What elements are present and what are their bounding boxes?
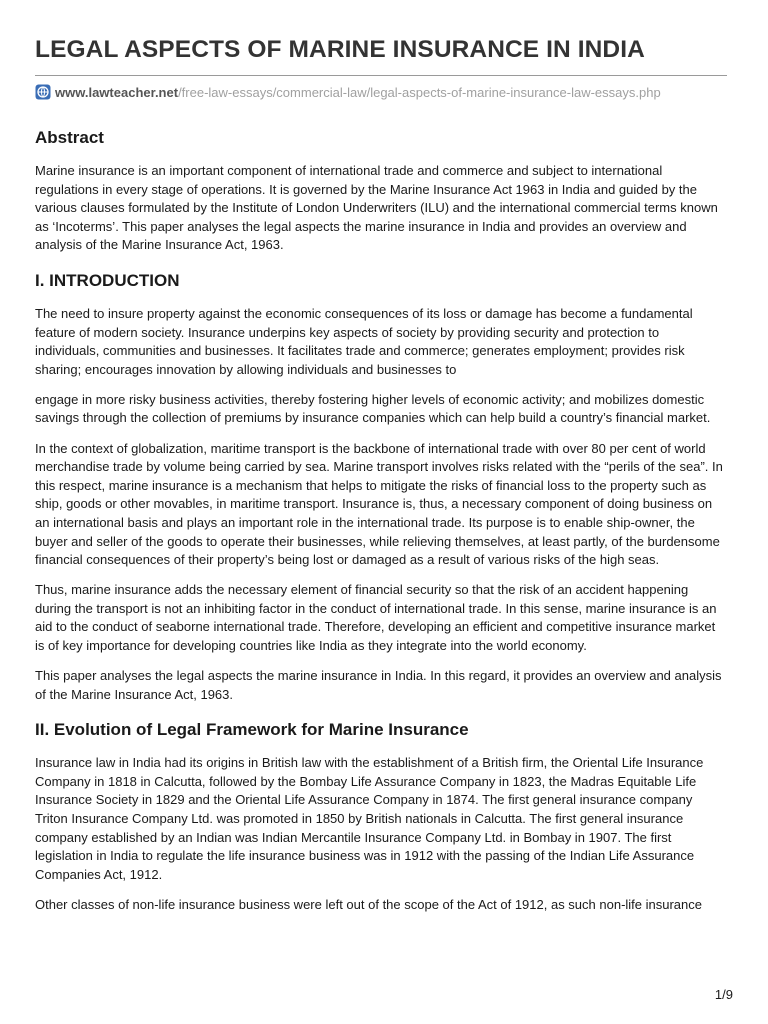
section-evolution bbox=[35, 720, 727, 914]
document-title: LEGAL ASPECTS OF MARINE INSURANCE IN INDIA bbox=[35, 36, 645, 63]
paragraph: The need to insure property against the economic consequences of its loss or damage has become a fundamental feature of modern society. Insurance underpins key aspects of society by providing security and protection to individuals, communities and businesses. It facilitates trade and commerce; generates employment; provides risk sharing; encourages innovation by allowing individuals and businesses to bbox=[35, 305, 693, 377]
document-body bbox=[35, 118, 727, 926]
paragraph: engage in more risky business activities, thereby fostering higher levels of economic activity; and mobilizes domestic savings through the collection of premiums by insurance companies which can help build a country’s financial market. bbox=[35, 391, 711, 426]
source-path[interactable]: /free-law-essays/commercial-law/legal-aspects-of-marine-insurance-law-essays.php bbox=[178, 84, 661, 100]
source-domain[interactable]: www.lawteacher.net bbox=[55, 84, 179, 100]
paragraph: Marine insurance is an important component of international trade and commerce and subject to international regulations in every stage of operations. It is governed by the Marine Insurance Act 1963 in India and guided by the various clauses formulated by the Institute of London Underwriters (ILU) and the international commercial terms known as ‘Incoterms’. This paper analyses the legal aspects the marine insurance in India and provides an overview and analysis of the Marine Insurance Act, 1963. bbox=[35, 163, 718, 253]
title-divider bbox=[35, 75, 727, 76]
section-heading: Abstract bbox=[35, 128, 104, 147]
section-abstract bbox=[35, 128, 727, 255]
globe-link-icon bbox=[35, 84, 51, 100]
paragraph: Other classes of non-life insurance business were left out of the scope of the Act of 1912, as such non-life insurance bbox=[35, 896, 702, 912]
section-heading: I. INTRODUCTION bbox=[35, 270, 180, 290]
paragraph: Insurance law in India had its origins in British law with the establishment of a British firm, the Oriental Life Insurance Company in 1818 in Calcutta, followed by the Bombay Life Assurance Company in 1823, the Madras Equitable Life Insurance Society in 1829 and the Oriental Life Assurance Company in 1874. The first general insurance company Triton Insurance Company Ltd. was promoted in 1850 by British nationals in Calcutta. The first general insurance company established by an Indian was Indian Mercantile Insurance Company Ltd. in Bombay in 1907. The first legislation in India to regulate the life insurance business was in 1912 with the passing of the Indian Life Assurance Companies Act, 1912. bbox=[35, 755, 704, 882]
section-heading: II. Evolution of Legal Framework for Marine Insurance bbox=[35, 720, 469, 740]
paragraph: In the context of globalization, maritime transport is the backbone of international trade with over 80 per cent of world merchandise trade by volume being carried by sea. Marine transport involves risks related with the “perils of the sea”. In this respect, marine insurance is a mechanism that helps to mitigate the risks of financial loss to the property such as ship, goods or other movables, in maritime transport. Insurance is, thus, a necessary component of doing business on an international basis and plays an important role in the international trade. Its purpose is to enable ship-owner, the buyer and seller of the goods to operate their businesses, while relieving themselves, at least partly, of the burdensome financial consequences of their property’s being lost or damaged as a result of various risks of the high seas. bbox=[35, 440, 723, 568]
paragraph: This paper analyses the legal aspects the marine insurance in India. In this regard, it provides an overview and analysis of the Marine Insurance Act, 1963. bbox=[35, 668, 722, 702]
section-introduction bbox=[35, 271, 727, 704]
source-link[interactable] bbox=[35, 84, 661, 100]
page-number: 1/9 bbox=[714, 987, 733, 1002]
paragraph: Thus, marine insurance adds the necessary element of financial security so that the risk of an accident happening during the transport is not an inhibiting factor in the conduct of international trade. In this sense, marine insurance is an aid to the conduct of seaborne international trade. Therefore, developing an efficient and competitive insurance market is of key importance for developing countries like India as they integrate into the world economy. bbox=[35, 582, 717, 653]
